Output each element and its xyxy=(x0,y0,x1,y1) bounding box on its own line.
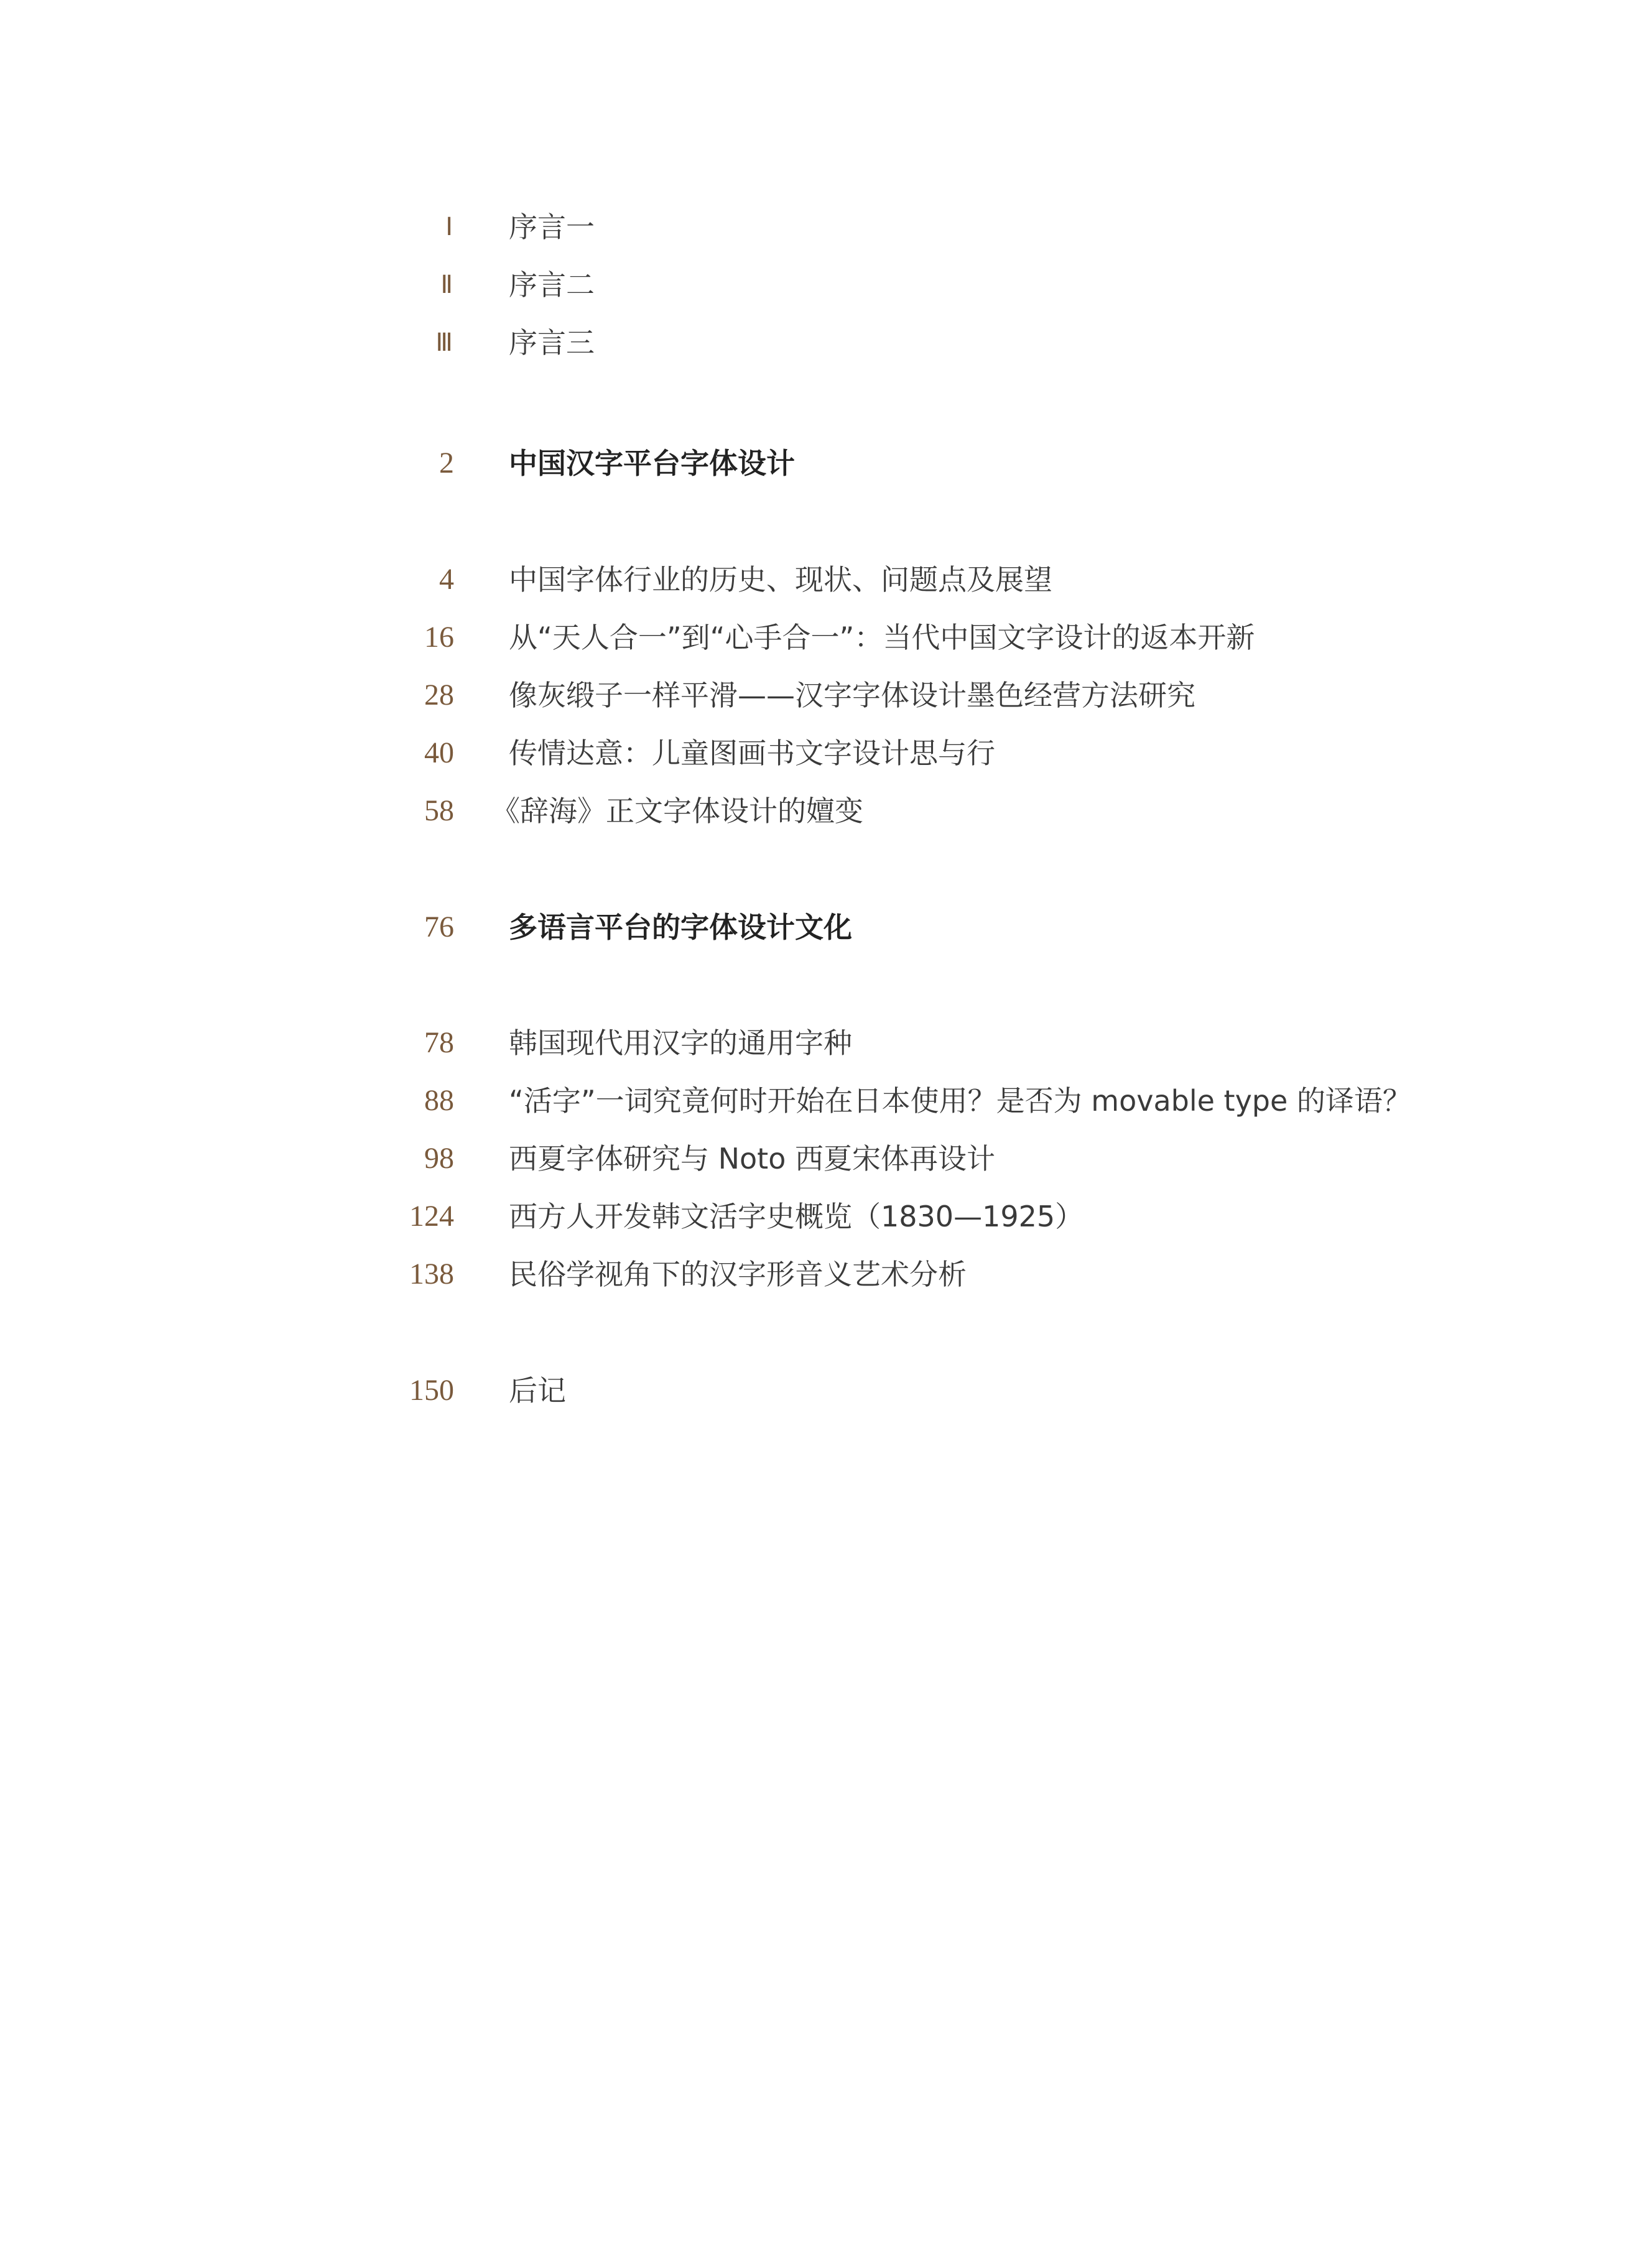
entry-title: 《辞海》正文字体设计的嬗变 xyxy=(491,794,863,828)
page-number: 2 xyxy=(439,447,454,480)
page-number: 138 xyxy=(409,1258,454,1290)
entry-title: 民俗学视角下的汉字形音义艺术分析 xyxy=(509,1258,967,1291)
toc-entry-preface-1[interactable] xyxy=(0,202,1652,252)
toc-entry[interactable] xyxy=(0,670,1652,720)
toc-entry[interactable] xyxy=(0,1134,1652,1184)
toc-entry[interactable] xyxy=(0,728,1652,778)
page-number: 98 xyxy=(424,1142,454,1175)
toc-section-heading-2[interactable] xyxy=(0,902,1652,952)
toc-section-heading-1[interactable] xyxy=(0,438,1652,488)
entry-title: 中国字体行业的历史、现状、问题点及展望 xyxy=(509,563,1052,596)
entry-title: 像灰缎子一样平滑——汉字字体设计墨色经营方法研究 xyxy=(509,679,1195,712)
entry-title: 序言三 xyxy=(509,326,595,359)
page-number: 40 xyxy=(424,736,454,769)
entry-title: “活字”一词究竟何时开始在日本使用？是否为 movable type 的译语？ xyxy=(509,1084,1411,1118)
entry-title: 从“天人合一”到“心手合一”：当代中国文字设计的返本开新 xyxy=(509,621,1255,654)
toc-entry[interactable] xyxy=(0,1018,1652,1068)
page-number: Ⅰ xyxy=(445,213,454,241)
section-title: 中国汉字平台字体设计 xyxy=(509,447,795,480)
toc-entry[interactable] xyxy=(0,786,1652,836)
toc-entry[interactable] xyxy=(0,613,1652,662)
toc-entry[interactable] xyxy=(0,1192,1652,1241)
toc-entry[interactable] xyxy=(0,555,1652,605)
section-title: 多语言平台的字体设计文化 xyxy=(509,910,852,944)
toc-entry-preface-3[interactable] xyxy=(0,318,1652,368)
page-number: 4 xyxy=(439,563,454,596)
page-number: 78 xyxy=(424,1026,454,1059)
toc-entry[interactable] xyxy=(0,1076,1652,1126)
page-number: 76 xyxy=(424,910,454,943)
entry-title: 西方人开发韩文活字史概览（1830—1925） xyxy=(509,1200,1084,1233)
page-number: 88 xyxy=(424,1084,454,1117)
entry-title: 传情达意：儿童图画书文字设计思与行 xyxy=(509,736,995,770)
entry-title: 西夏字体研究与 Noto 西夏宋体再设计 xyxy=(509,1142,995,1175)
page-number: 28 xyxy=(424,679,454,711)
entry-title: 韩国现代用汉字的通用字种 xyxy=(509,1026,852,1060)
page-number: Ⅱ xyxy=(440,271,454,299)
entry-title: 序言一 xyxy=(509,210,595,244)
page-number: 16 xyxy=(424,621,454,654)
page-number: 124 xyxy=(409,1200,454,1233)
page-number: Ⅲ xyxy=(435,329,454,356)
toc-entry-preface-2[interactable] xyxy=(0,260,1652,310)
page-number: 58 xyxy=(424,794,454,827)
entry-title: 序言二 xyxy=(509,268,595,302)
page-number: 150 xyxy=(409,1374,454,1407)
entry-title: 后记 xyxy=(509,1374,566,1407)
toc-entry-afterword[interactable] xyxy=(0,1366,1652,1415)
toc-entry[interactable] xyxy=(0,1249,1652,1299)
